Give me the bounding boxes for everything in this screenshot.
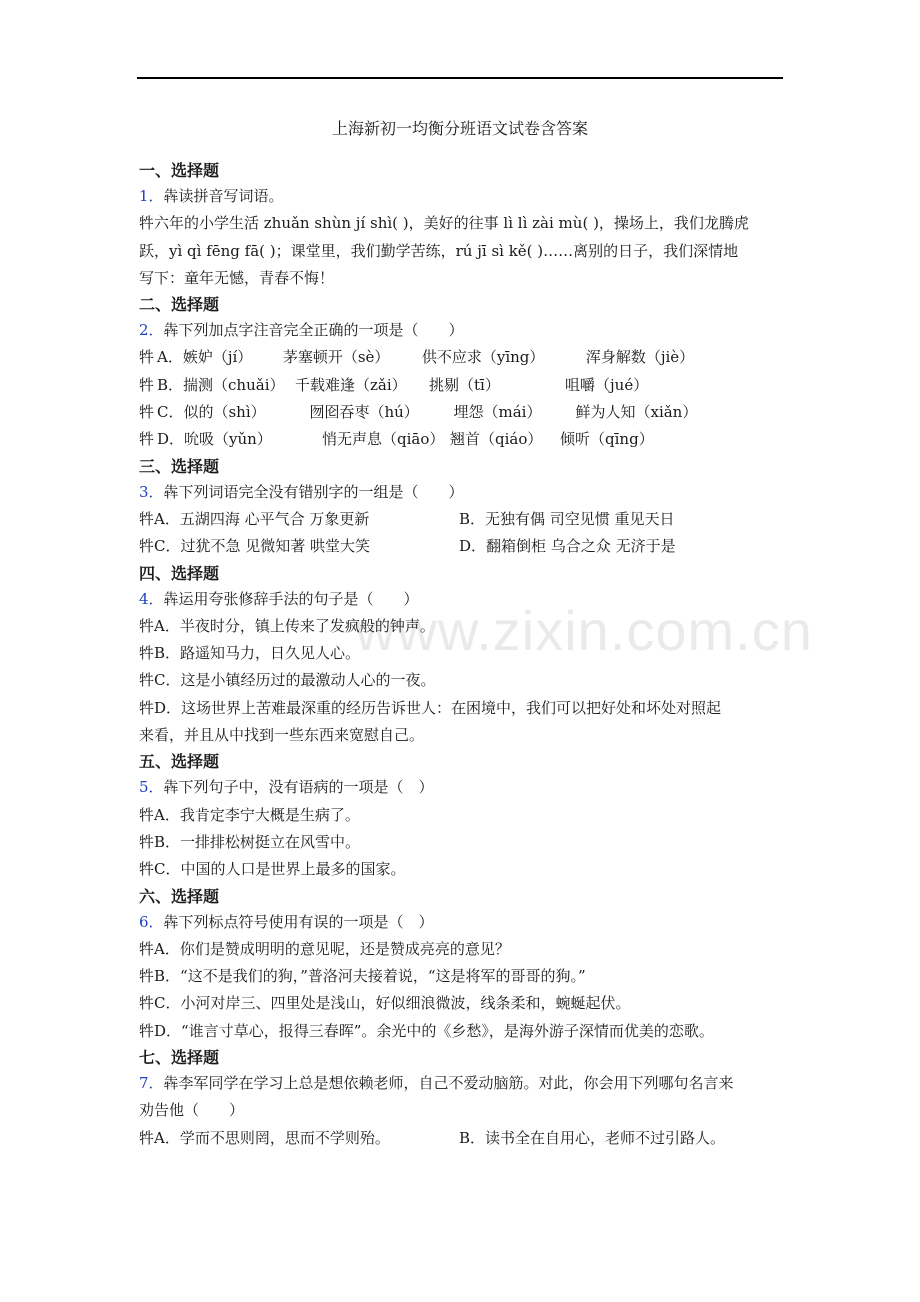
exam-content xyxy=(139,158,787,1152)
section-heading: 四、选择题 xyxy=(139,563,220,583)
watermark: www.zixin.com.cn xyxy=(355,599,813,662)
section-heading: 六、选择题 xyxy=(139,886,220,906)
question-text: 犇下列句子中，没有语病的一项是（ ） xyxy=(163,778,434,797)
question-number: 5． xyxy=(139,778,164,797)
question-text: 犇下列词语完全没有错别字的一组是（ ） xyxy=(163,482,464,501)
option-label: C． xyxy=(157,403,184,422)
question-number: 1． xyxy=(139,187,164,205)
page-title: 上海新初一均衡分班语文试卷含答案 xyxy=(331,119,588,138)
question-text: 犇下列加点字注音完全正确的一项是（ ） xyxy=(163,321,464,340)
option-row xyxy=(139,1125,787,1152)
option-item: 倾听（qīng） xyxy=(560,430,654,449)
option-item: 挑剔（tī） xyxy=(429,375,500,394)
question-stem xyxy=(139,586,787,613)
option-item: 似的（shì） xyxy=(183,403,266,422)
option-item: 揣测（chuǎi） xyxy=(183,375,285,394)
section-heading: 一、选择题 xyxy=(139,161,220,180)
question-number: 2． xyxy=(139,321,164,340)
option-item: B．无独有偶 司空见惯 重见天日 xyxy=(459,509,675,528)
option-item: 牪A．学而不思则罔，思而不学则殆。 xyxy=(139,1128,390,1147)
header-rule xyxy=(137,77,783,79)
question-line: 牪C．小河对岸三、四里处是浅山，好似细浪微波，线条柔和，蜿蜒起伏。 xyxy=(139,994,631,1013)
question-number: 6． xyxy=(139,912,164,931)
question-line: 牪六年的小学生活 zhuǎn shùn jí shì( )，美好的往事 lì lì zài mù( )，操场上，我们龙腾虎 xyxy=(139,214,749,233)
question-stem xyxy=(139,1070,787,1097)
section-heading: 二、选择题 xyxy=(139,295,220,315)
question-line: 牪A．半夜时分，镇上传来了发疯般的钟声。 xyxy=(139,616,435,635)
option-item: 鲜为人知（xiǎn） xyxy=(575,403,698,422)
option-item: 浑身解数（jiè） xyxy=(585,348,695,367)
question-number: 7． xyxy=(139,1074,164,1093)
option-item: 悄无声息（qiāo） xyxy=(322,430,445,449)
option-item: B．读书全在自用心，老师不过引路人。 xyxy=(459,1128,726,1147)
option-item: 茅塞顿开（sè） xyxy=(282,348,390,367)
question-line: 牪B．“这不是我们的狗，”普洛河夫接着说，“这是将军的哥哥的狗。” xyxy=(139,967,586,986)
question-line: 牪B．一排排松树挺立在风雪中。 xyxy=(139,832,361,851)
question-line: 来看，并且从中找到一些东西来宽慰自己。 xyxy=(139,726,425,745)
question-line: 牪D．这场世界上苦难最深重的经历告诉世人：在困境中，我们可以把好处和坏处对照起 xyxy=(139,698,722,717)
question-line: 牪C．中国的人口是世界上最多的国家。 xyxy=(139,860,406,879)
option-row xyxy=(139,399,787,426)
question-stem xyxy=(139,774,787,801)
question-line: 牪D．“谁言寸草心，报得三春晖”。余光中的《乡愁》，是海外游子深情而优美的恋歌。 xyxy=(139,1021,714,1040)
option-item: 翘首（qiáo） xyxy=(450,430,543,449)
option-item: 吮吸（yǔn） xyxy=(184,430,272,449)
option-item: 牪A．五湖四海 心平气合 万象更新 xyxy=(139,509,370,528)
question-line: 牪A．你们是赞成明明的意见呢，还是赞成亮亮的意见？ xyxy=(139,939,510,958)
question-text: 犇下列标点符号使用有误的一项是（ ） xyxy=(163,912,434,931)
option-marker: 牪 xyxy=(139,430,155,449)
option-label: D． xyxy=(157,430,185,449)
option-marker: 牪 xyxy=(139,348,155,367)
option-row xyxy=(139,506,787,533)
option-marker: 牪 xyxy=(139,375,155,394)
option-item: 供不应求（yīng） xyxy=(421,348,545,367)
option-marker: 牪 xyxy=(139,403,155,422)
section-heading: 三、选择题 xyxy=(139,456,220,476)
option-row xyxy=(139,533,787,560)
option-row xyxy=(139,344,787,371)
question-line: 牪A．我肯定李宁大概是生病了。 xyxy=(139,805,360,824)
option-item: D．翻箱倒柜 乌合之众 无济于是 xyxy=(459,537,676,556)
question-line: 牪B．路遥知马力，日久见人心。 xyxy=(139,644,361,663)
question-stem xyxy=(139,317,787,344)
question-text: 犇运用夸张修辞手法的句子是（ ） xyxy=(163,589,419,608)
question-line: 跃，yì qì fēng fā( )；课堂里，我们勤学苦练，rú jī sì kě( )……离别的日子，我们深情地 xyxy=(139,241,739,260)
option-item: 嫉妒（jí） xyxy=(182,348,253,367)
section-heading: 五、选择题 xyxy=(139,752,220,772)
option-item: 牪C．过犹不急 见微知著 哄堂大笑 xyxy=(139,537,371,556)
option-item: 千载难逢（zǎi） xyxy=(295,375,407,394)
option-item: 咀嚼（jué） xyxy=(565,375,649,394)
question-stem xyxy=(139,909,787,936)
option-item: 埋怨（mái） xyxy=(453,403,542,422)
option-row xyxy=(139,372,787,399)
option-row xyxy=(139,426,787,453)
question-line: 劝告他（ ） xyxy=(139,1101,245,1120)
question-line: 牪C．这是小镇经历过的最激动人心的一夜。 xyxy=(139,671,436,690)
option-label: A． xyxy=(157,348,183,367)
section-heading: 七、选择题 xyxy=(139,1048,220,1068)
question-stem xyxy=(139,183,787,210)
question-text: 犇李军同学在学习上总是想依赖老师，自己不爱动脑筋。对此，你会用下列哪句名言来 xyxy=(163,1074,734,1093)
option-item: 囫囵吞枣（hú） xyxy=(309,403,419,422)
question-number: 4． xyxy=(139,589,164,608)
question-stem xyxy=(139,479,787,506)
question-line: 写下：童年无憾，青春不悔！ xyxy=(139,268,335,287)
question-number: 3． xyxy=(139,482,164,501)
option-label: B． xyxy=(157,375,184,394)
question-text: 犇读拼音写词语。 xyxy=(163,187,284,205)
